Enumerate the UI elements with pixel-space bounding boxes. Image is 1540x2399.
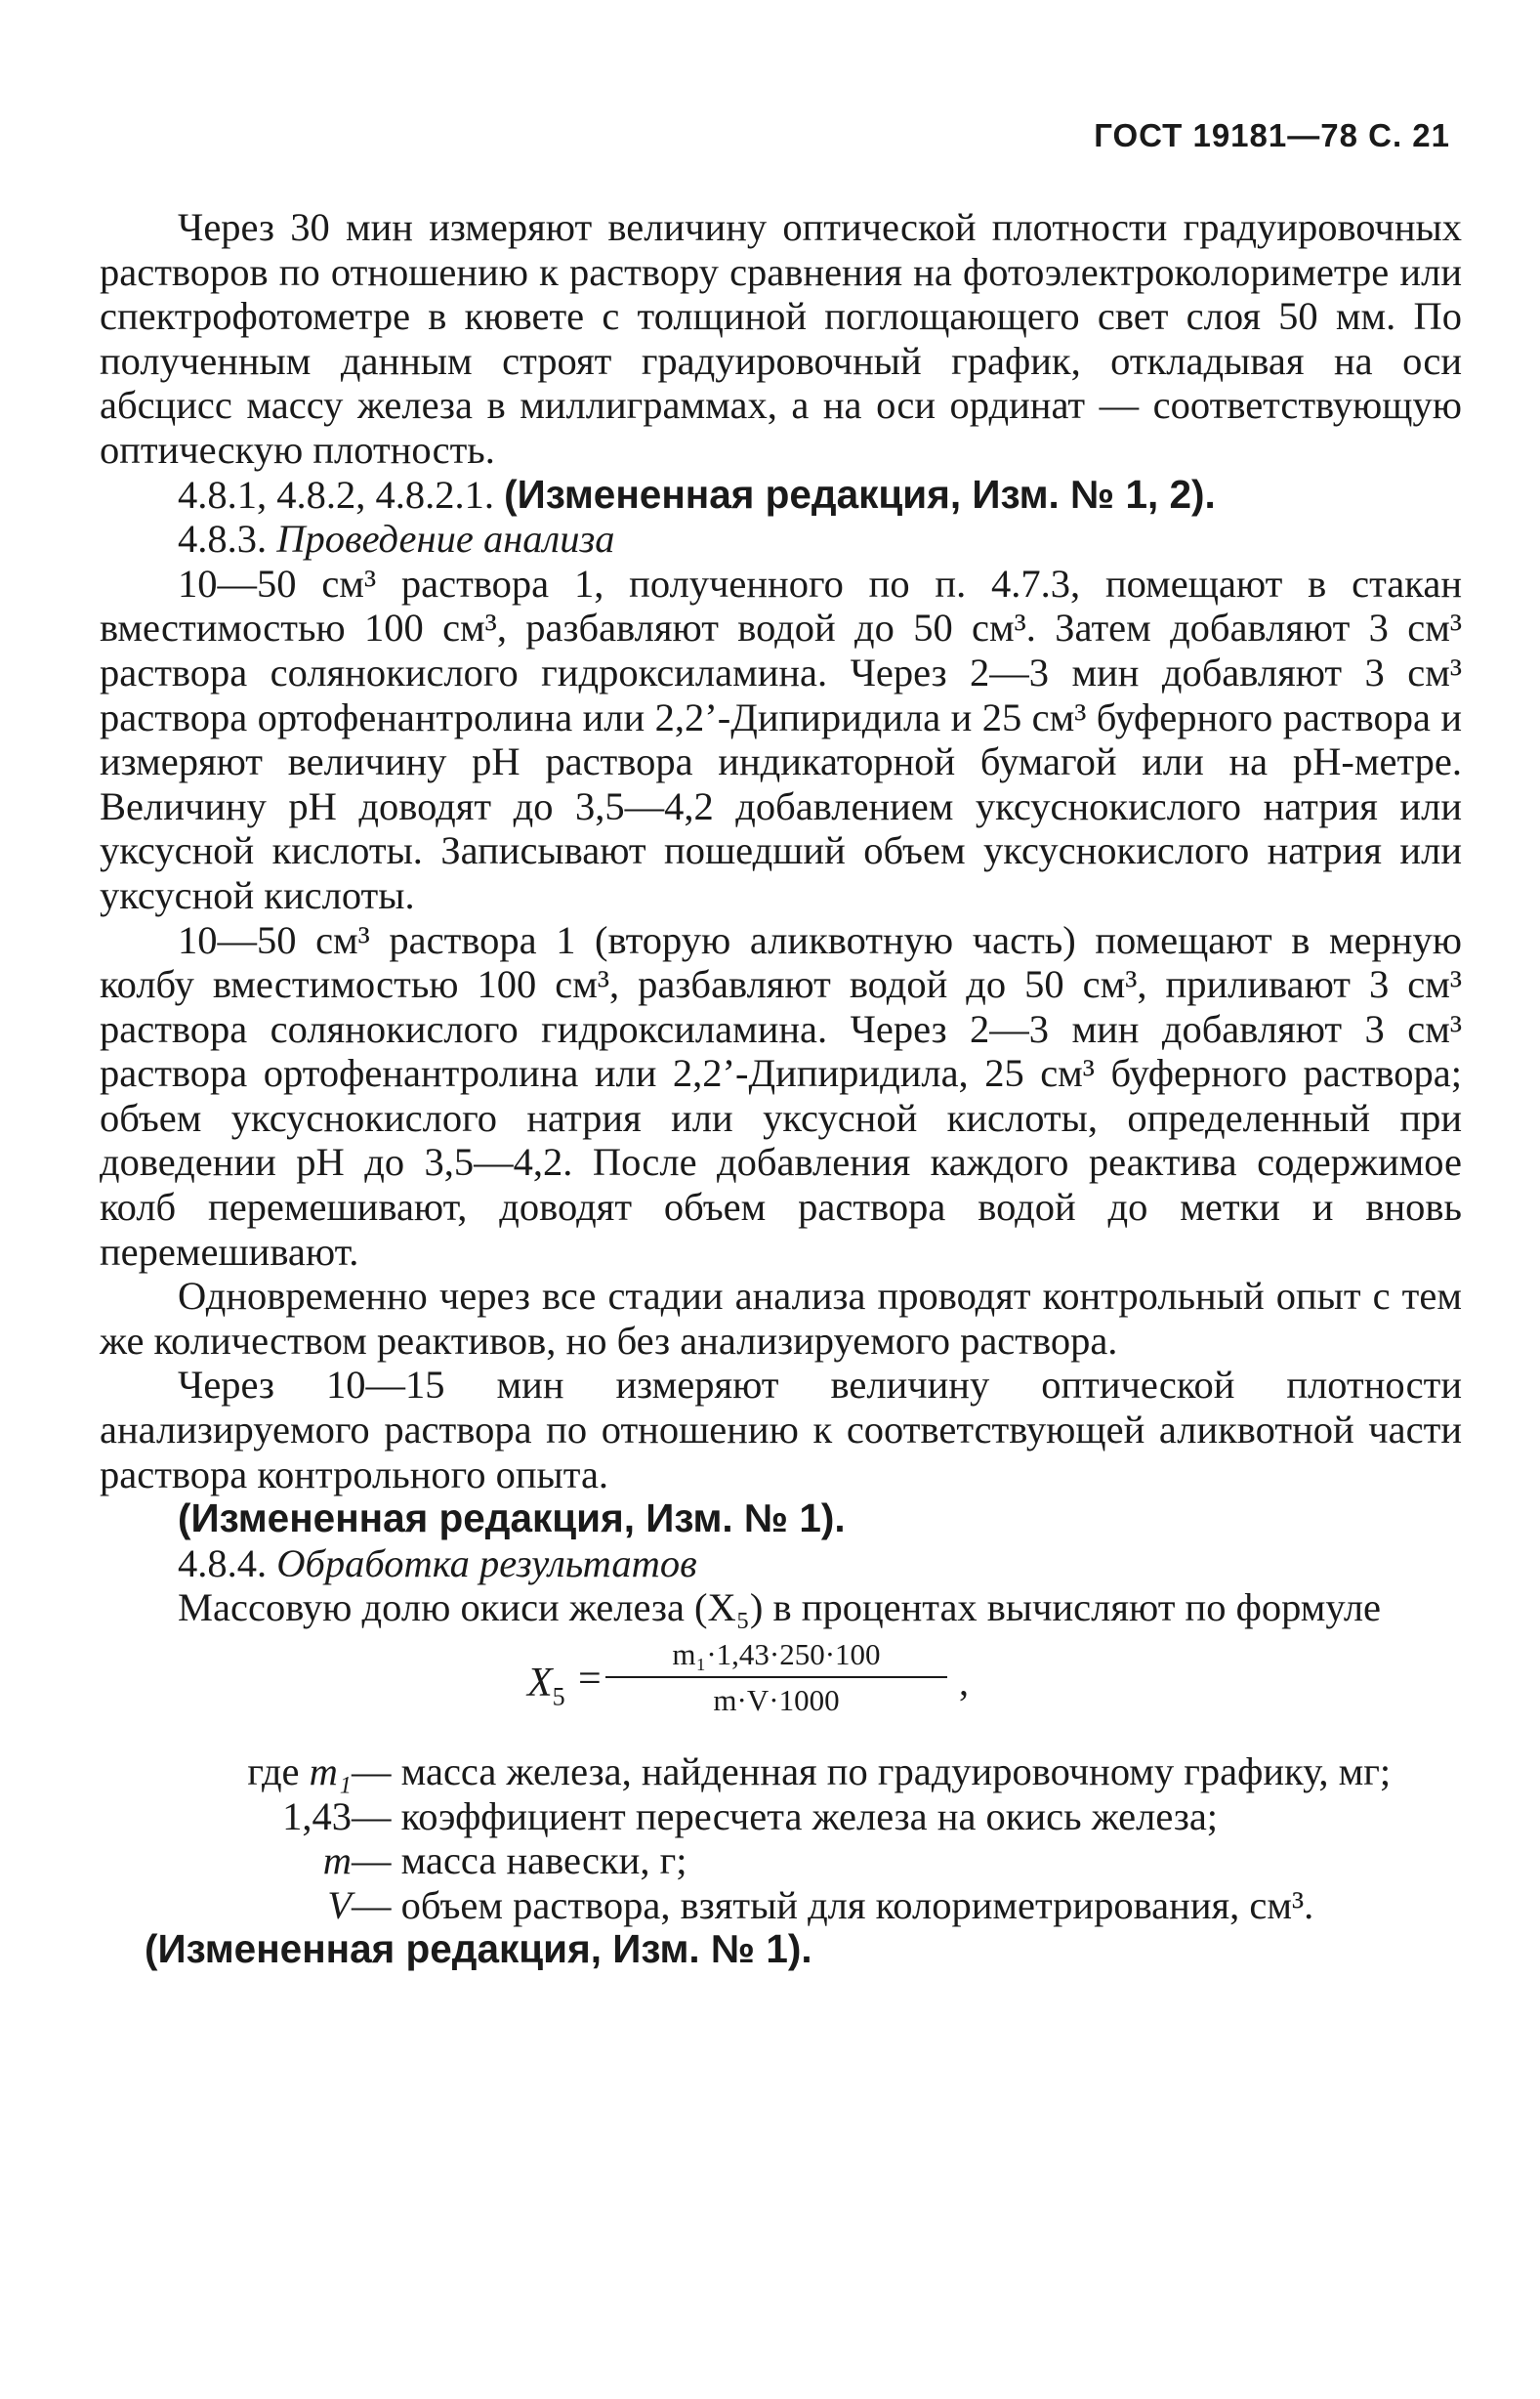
legend-definition: — коэффициент пересчета железа на окись железа; [352, 1793, 1219, 1838]
paragraph-revision-4-8-1 [100, 473, 1462, 518]
legend-definition: — масса железа, найденная по градуировочному графику, мг; [352, 1749, 1392, 1793]
document-body [100, 205, 1462, 1972]
legend-intro: где [247, 1749, 300, 1793]
section-number: 4.8.3. [178, 517, 277, 562]
revision-note-4-8-4: (Измененная редакция, Изм. № 1). [145, 1926, 812, 1972]
paragraph-second-aliquot: 10—50 см³ раствора 1 (вторую аликвотную часть) помещают в мерную колбу вместимостью 100 см³, разбавляют водой до 50 см³, приливают 3 см³ раствора солянокислого гидроксиламина. Через 2—3 мин добавляют 3 см³ раствора ортофенантролина или 2,2’-Дипиридила, 25 см³ буферного раствора; объем уксуснокислого натрия или уксусной кислоты, определенный при доведении pH до 3,5—4,2. После добавления каждого реактива содержимое колб перемешивают, доводят объем раствора водой до метки и вновь перемешивают. [100, 917, 1462, 1274]
legend-term: 1,43 [282, 1793, 352, 1838]
legend-item [100, 1883, 1462, 1928]
legend-item [100, 1749, 1462, 1794]
legend-term: где m₁ [247, 1749, 352, 1793]
fraction-bar [605, 1676, 947, 1678]
formula-legend [100, 1749, 1462, 1927]
revision-note-4-8-3: (Измененная редакция, Изм. № 1). [178, 1495, 846, 1541]
formula-numerator: m₁·1,43·250·100 [672, 1637, 881, 1671]
section-title: Проведение анализа [276, 517, 615, 562]
legend-definition: — объем раствора, взятый для колориметрирования, см³. [352, 1882, 1314, 1927]
formula-lhs-subscript: 5 [552, 1682, 565, 1711]
section-heading-4-8-4 [100, 1541, 1462, 1586]
section-number: 4.8.4. [178, 1540, 277, 1585]
section-title: Обработка результатов [276, 1540, 697, 1585]
legend-item [100, 1838, 1462, 1883]
page-header: ГОСТ 19181—78 С. 21 [1094, 117, 1450, 153]
revision-note: (Измененная редакция, Изм. № 1, 2). [504, 471, 1216, 517]
paragraph-control-experiment: Одновременно через все стадии анализа проводят контрольный опыт с тем же количеством реактивов, но без анализируемого раствора. [100, 1274, 1462, 1363]
paragraph-optical-density: Через 10—15 мин измеряют величину оптической плотности анализируемого раствора по отношению к соответствующей аликвотной части раствора контрольного опыта. [100, 1363, 1462, 1496]
formula-fraction [605, 1636, 947, 1719]
formula-equals: = [578, 1657, 602, 1702]
legend-term: V [327, 1882, 352, 1927]
section-heading-4-8-3 [100, 517, 1462, 562]
legend-term: m [322, 1838, 352, 1883]
paragraph-formula-intro: Массовую долю окиси железа (X₅) в процентах вычисляют по формуле [178, 1585, 1382, 1630]
formula-lhs: $X_5$ [527, 1661, 565, 1711]
paragraph-first-aliquot: 10—50 см³ раствора 1, полученного по п. 4.7.3, помещают в стакан вместимостью 100 см³, разбавляют водой до 50 см³. Затем добавляют 3 см³ раствора солянокислого гидроксиламина. Через 2—3 мин добавляют 3 см³ раствора ортофенантролина или 2,2’-Дипиридила и 25 см³ буферного раствора и измеряют величину pH раствора индикаторной бумагой или на pH-метре. Величину pH доводят до 3,5—4,2 добавлением уксуснокислого натрия или уксусной кислоты. Записывают пошедший объем уксуснокислого натрия или уксусной кислоты. [100, 561, 1462, 917]
formula-x5 [100, 1636, 1462, 1746]
clause-numbers: 4.8.1, 4.8.2, 4.8.2.1. [178, 472, 505, 517]
legend-definition: — масса навески, г; [352, 1838, 687, 1883]
paragraph-calibration-measurement: Через 30 мин измеряют величину оптической плотности градуировочных растворов по отношению к раствору сравнения на фотоэлектроколориметре или спектрофотометре в кювете с толщиной поглощающего свет слоя 50 мм. По полученным данным строят градуировочный график, откладывая на оси абсцисс массу железа в миллиграммах, а на оси ординат — соответствующую оптическую плотность. [100, 205, 1462, 472]
legend-item [100, 1794, 1462, 1839]
formula-comma: , [959, 1660, 969, 1704]
formula-denominator: m·V·1000 [713, 1683, 840, 1717]
